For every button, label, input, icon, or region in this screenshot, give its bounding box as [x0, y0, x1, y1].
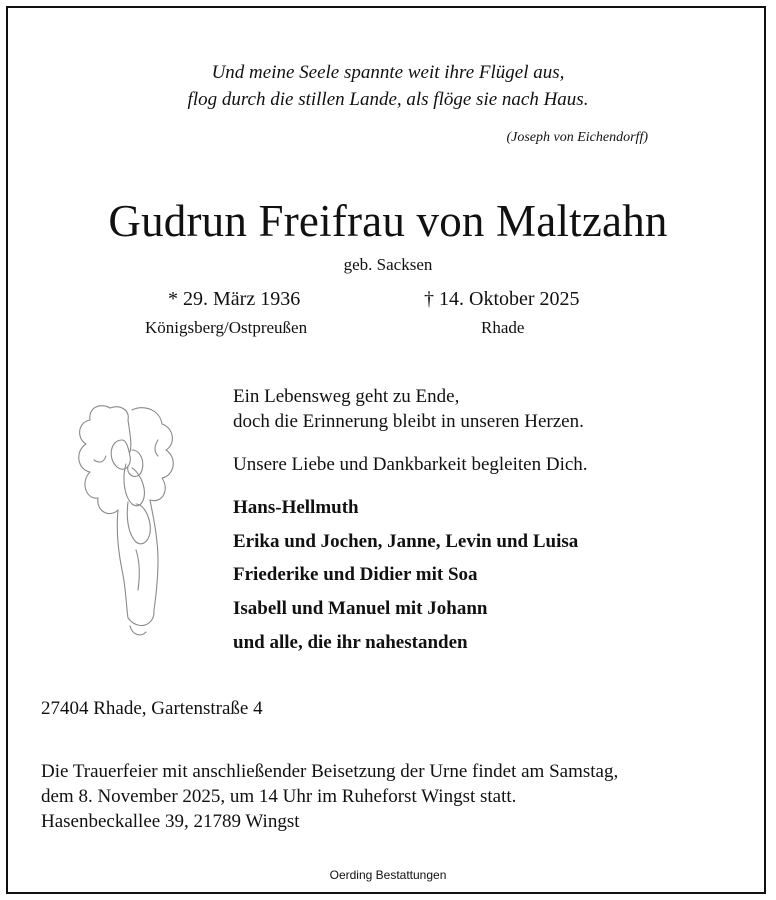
birth-name: geb. Sacksen	[343, 255, 433, 274]
mourner-1: Hans-Hellmuth	[233, 497, 359, 518]
message-line-3: Unsere Liebe und Dankbarkeit begleiten Dich.	[233, 454, 588, 475]
funeral-line-3: Hasenbeckallee 39, 21789 Wingst	[41, 811, 300, 832]
mourner-2: Erika und Jochen, Janne, Levin und Luisa	[233, 531, 579, 552]
message-line-2: doch die Erinnerung bleibt in unseren Herzen.	[233, 411, 584, 432]
death-date: † 14. Oktober 2025	[424, 288, 580, 310]
mourner-5: und alle, die ihr nahestanden	[233, 632, 468, 653]
deceased-name: Gudrun Freifrau von Maltzahn	[108, 196, 668, 246]
quote-line-1: Und meine Seele spannte weit ihre Flügel aus,	[211, 62, 565, 83]
birth-date: * 29. März 1936	[168, 288, 301, 310]
message-line-1: Ein Lebensweg geht zu Ende,	[233, 386, 460, 407]
quote-line-2: flog durch die stillen Lande, als flöge sie nach Haus.	[187, 89, 589, 110]
death-place: Rhade	[481, 318, 525, 337]
quote-author: (Joseph von Eichendorff)	[506, 130, 648, 145]
mourner-3: Friederike und Didier mit Soa	[233, 564, 478, 585]
funeral-line-1: Die Trauerfeier mit anschließender Beisetzung der Urne findet am Samstag,	[41, 761, 619, 782]
undertaker-name: Oerding Bestattungen	[329, 868, 447, 882]
birth-place: Königsberg/Ostpreußen	[145, 318, 308, 337]
angel-sketch-icon	[70, 400, 190, 645]
mourner-4: Isabell und Manuel mit Johann	[233, 598, 488, 619]
family-address: 27404 Rhade, Gartenstraße 4	[41, 698, 263, 719]
funeral-line-2: dem 8. November 2025, um 14 Uhr im Ruheforst Wingst statt.	[41, 786, 517, 807]
